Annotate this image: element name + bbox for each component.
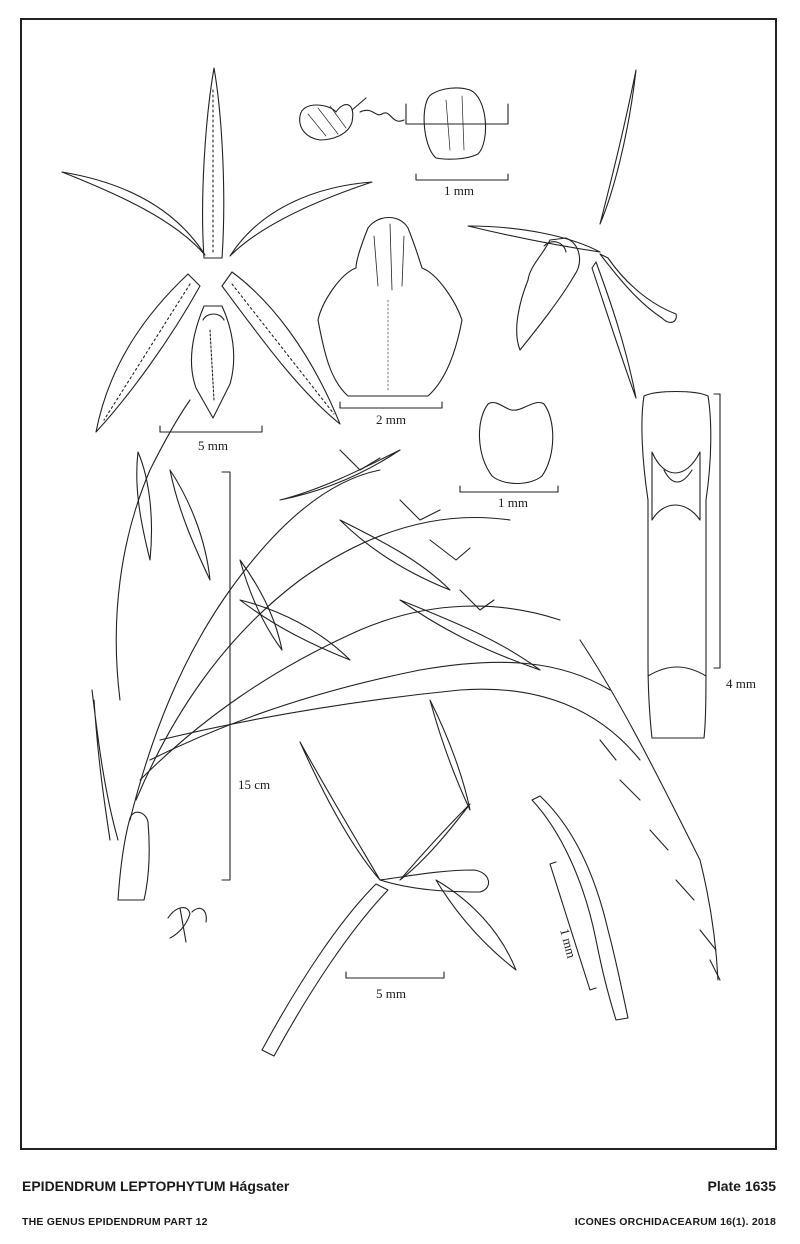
- journal-citation: ICONES ORCHIDACEARUM 16(1). 2018: [574, 1216, 776, 1228]
- scale-label-lip: 2 mm: [376, 412, 406, 427]
- scale-label-perianth: 5 mm: [198, 438, 228, 453]
- pedicel-detail: [532, 796, 628, 1020]
- dissected-perianth: [62, 68, 372, 432]
- scale-label-pollinarium: 1 mm: [444, 183, 474, 198]
- scale-label-habit: 15 cm: [238, 777, 271, 792]
- scale-label-anther: 1 mm: [498, 495, 528, 510]
- series-title: THE GENUS EPIDENDRUM PART 12: [22, 1216, 208, 1228]
- flower-with-ovary: [262, 742, 516, 1056]
- species-title: EPIDENDRUM LEPTOPHYTUM Hágsater: [22, 1178, 290, 1194]
- plate-number: Plate 1635: [707, 1178, 776, 1194]
- habit-drawing: [92, 400, 720, 980]
- pollinarium-detail: [300, 88, 508, 180]
- flower-side-view: [468, 70, 676, 398]
- scale-label-column: 4 mm: [726, 676, 756, 691]
- scale-label-pedicel: 1 mm: [557, 926, 580, 960]
- lip-detail: [318, 218, 462, 409]
- column-detail: [642, 392, 720, 739]
- scale-label-flower: 5 mm: [376, 986, 406, 1001]
- anther-cap-detail: [460, 402, 558, 492]
